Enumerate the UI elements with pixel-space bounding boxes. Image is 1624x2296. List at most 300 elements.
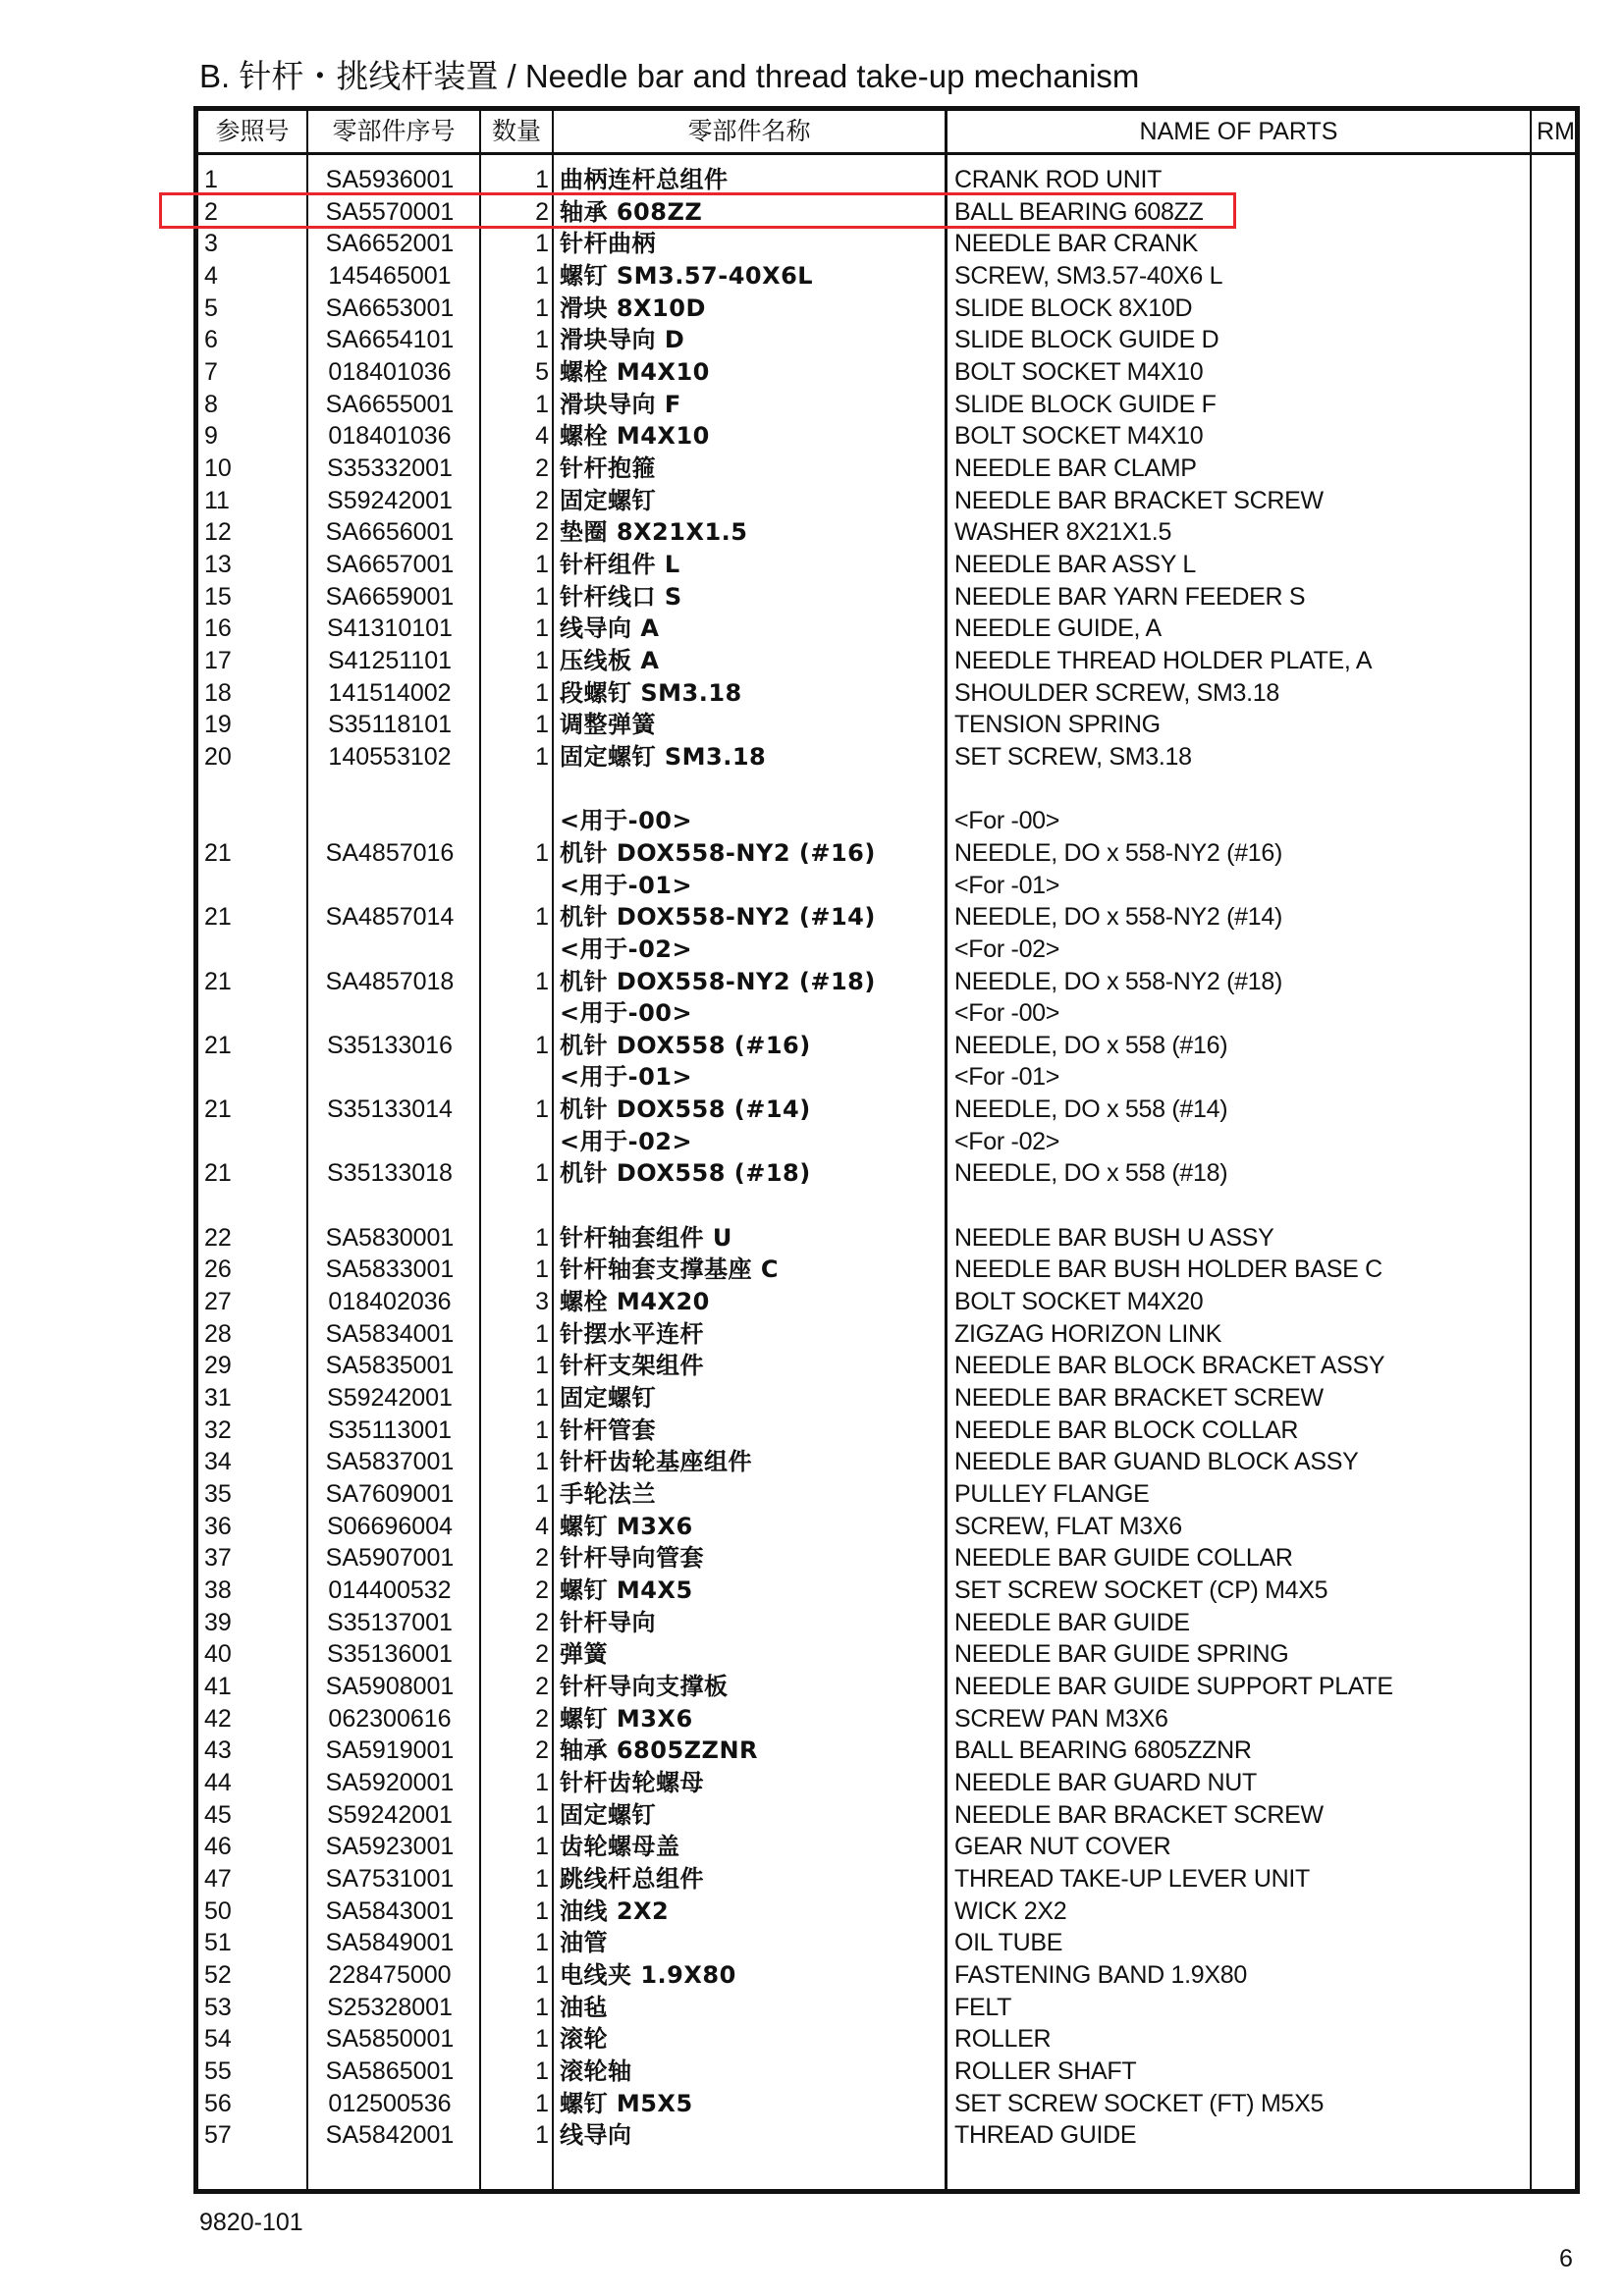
- cell-qty: 5: [535, 357, 549, 386]
- cell-ref: 39: [204, 1608, 232, 1636]
- cell-part: SA6653001: [325, 294, 455, 322]
- table-row: [198, 293, 1575, 324]
- cell-ref: 5: [204, 294, 218, 322]
- cell-cn: 滑块导向 D: [560, 326, 685, 354]
- table-row: [198, 1959, 1575, 1991]
- table-row: [198, 1382, 1575, 1414]
- table-row: [198, 260, 1575, 292]
- cell-en: BOLT SOCKET M4X20: [954, 1288, 1204, 1316]
- cell-en: NEEDLE BAR BUSH HOLDER BASE C: [954, 1255, 1382, 1284]
- cell-en: TENSION SPRING: [954, 711, 1161, 739]
- cell-en: <For -01>: [954, 871, 1060, 899]
- table-row: [198, 741, 1575, 773]
- cell-cn: 螺栓 M4X10: [560, 422, 710, 451]
- table-row: [198, 228, 1575, 259]
- cell-cn: 调整弹簧: [560, 711, 656, 739]
- cell-en: NEEDLE, DO x 558 (#18): [954, 1159, 1228, 1188]
- cell-qty: 1: [535, 1448, 549, 1476]
- cell-ref: 15: [204, 582, 232, 611]
- cell-ref: 7: [204, 357, 218, 386]
- cell-part: 018402036: [328, 1288, 452, 1316]
- table-row: [198, 997, 1575, 1029]
- table-row: [198, 1735, 1575, 1766]
- cell-qty: 1: [535, 1223, 549, 1252]
- cell-en: SET SCREW, SM3.18: [954, 742, 1192, 771]
- cell-part: SA6655001: [325, 390, 455, 418]
- cell-ref: 8: [204, 390, 218, 418]
- doc-number: 9820-101: [199, 2209, 303, 2236]
- cell-part: SA6656001: [325, 518, 455, 547]
- cell-en: NEEDLE BAR GUIDE SUPPORT PLATE: [954, 1673, 1393, 1701]
- cell-ref: 38: [204, 1576, 232, 1605]
- cell-qty: 1: [535, 1993, 549, 2021]
- cell-ref: 29: [204, 1352, 232, 1380]
- cell-en: NEEDLE GUIDE, A: [954, 614, 1162, 643]
- cell-part: S41251101: [327, 646, 453, 674]
- header-name-en: NAME OF PARTS: [1139, 118, 1338, 145]
- cell-en: SET SCREW SOCKET (FT) M5X5: [954, 2089, 1325, 2117]
- cell-cn: 螺栓 M4X10: [560, 357, 710, 386]
- cell-cn: 滚轮轴: [560, 2056, 632, 2085]
- cell-part: S25328001: [327, 1993, 453, 2021]
- cell-cn: 固定螺钉 SM3.18: [560, 742, 767, 771]
- cell-ref: 27: [204, 1288, 232, 1316]
- cell-part: 145465001: [328, 261, 452, 290]
- page-title: B. 针杆・挑线杆装置 / Needle bar and thread take-up mechanism: [199, 58, 1140, 94]
- cell-part: 062300616: [328, 1704, 452, 1733]
- cell-part: SA6654101: [325, 326, 455, 354]
- cell-en: NEEDLE BAR GUIDE COLLAR: [954, 1544, 1293, 1573]
- cell-qty: 1: [535, 1480, 549, 1509]
- cell-ref: 53: [204, 1993, 232, 2021]
- cell-qty: 1: [535, 261, 549, 290]
- cell-ref: 41: [204, 1673, 232, 1701]
- cell-ref: 54: [204, 2025, 232, 2054]
- cell-cn: 压线板 A: [560, 646, 660, 674]
- cell-cn: 滚轮: [560, 2025, 608, 2054]
- table-row: [198, 805, 1575, 836]
- table-row: [198, 1478, 1575, 1510]
- table-row: [198, 774, 1575, 805]
- table-row: [198, 2119, 1575, 2151]
- cell-qty: 2: [535, 486, 549, 514]
- table-row: [198, 1831, 1575, 1862]
- cell-cn: 针杆导向: [560, 1608, 656, 1636]
- cell-qty: 2: [535, 454, 549, 482]
- cell-en: THREAD GUIDE: [954, 2121, 1137, 2150]
- table-row: [198, 870, 1575, 901]
- cell-qty: 1: [535, 294, 549, 322]
- cell-qty: 1: [535, 2121, 549, 2150]
- cell-cn: 螺栓 M4X20: [560, 1288, 710, 1316]
- table-row: [198, 1415, 1575, 1446]
- cell-qty: 1: [535, 1896, 549, 1925]
- cell-qty: 1: [535, 1864, 549, 1893]
- cell-part: SA5923001: [325, 1833, 455, 1861]
- table-row: [198, 1254, 1575, 1285]
- cell-ref: 4: [204, 261, 218, 290]
- cell-qty: 1: [535, 1929, 549, 1957]
- cell-cn: <用于-00>: [560, 999, 693, 1028]
- table-row: [198, 2023, 1575, 2055]
- table-row: [198, 1286, 1575, 1317]
- table-row: [198, 1767, 1575, 1798]
- cell-ref: 10: [204, 454, 232, 482]
- cell-en: ZIGZAG HORIZON LINK: [954, 1319, 1222, 1348]
- table-row: [198, 1992, 1575, 2023]
- cell-cn: 固定螺钉: [560, 486, 656, 514]
- cell-en: NEEDLE BAR GUIDE: [954, 1608, 1190, 1636]
- cell-en: CRANK ROD UNIT: [954, 166, 1163, 193]
- cell-qty: 1: [535, 390, 549, 418]
- cell-cn: 段螺钉 SM3.18: [560, 678, 742, 707]
- cell-qty: 2: [535, 1576, 549, 1605]
- cell-qty: 1: [535, 1159, 549, 1188]
- cell-qty: 1: [535, 711, 549, 739]
- cell-cn: 针杆线口 S: [560, 582, 682, 611]
- table-row: [198, 324, 1575, 355]
- cell-ref: 50: [204, 1896, 232, 1925]
- cell-part: 141514002: [328, 678, 452, 707]
- cell-part: S35133016: [327, 1031, 453, 1059]
- cell-en: NEEDLE BAR CLAMP: [954, 454, 1197, 482]
- cell-qty: 1: [535, 2025, 549, 2054]
- table-row: [198, 2088, 1575, 2119]
- cell-en: NEEDLE BAR ASSY L: [954, 550, 1196, 578]
- cell-ref: 32: [204, 1415, 232, 1444]
- cell-en: <For -02>: [954, 1127, 1060, 1155]
- cell-en: NEEDLE BAR BRACKET SCREW: [954, 486, 1324, 514]
- cell-en: FELT: [954, 1993, 1012, 2021]
- cell-ref: 21: [204, 1159, 232, 1188]
- table-row: [198, 389, 1575, 420]
- cell-cn: 油管: [560, 1929, 608, 1957]
- header-ref: 参照号: [215, 118, 290, 145]
- table-row: [198, 1061, 1575, 1093]
- cell-part: S59242001: [327, 1384, 453, 1413]
- cell-ref: 28: [204, 1319, 232, 1348]
- table-row: [198, 613, 1575, 644]
- cell-cn: 针杆组件 L: [560, 550, 680, 578]
- cell-cn: 机针 DOX558-NY2 (#18): [560, 967, 876, 995]
- cell-part: SA5920001: [325, 1769, 455, 1796]
- cell-en: SLIDE BLOCK GUIDE D: [954, 326, 1219, 354]
- cell-ref: 42: [204, 1704, 232, 1733]
- cell-part: S35136001: [327, 1640, 453, 1669]
- cell-qty: 1: [535, 1319, 549, 1348]
- cell-en: GEAR NUT COVER: [954, 1833, 1171, 1861]
- cell-part: SA5830001: [325, 1223, 455, 1252]
- header-qty: 数量: [491, 118, 541, 145]
- cell-part: SA4857014: [325, 903, 455, 932]
- cell-en: NEEDLE, DO x 558 (#16): [954, 1031, 1228, 1059]
- cell-qty: 2: [535, 1704, 549, 1733]
- cell-ref: 2: [204, 197, 218, 226]
- cell-en: BALL BEARING 608ZZ: [954, 197, 1204, 226]
- cell-en: PULLEY FLANGE: [954, 1480, 1150, 1509]
- cell-ref: 26: [204, 1255, 232, 1284]
- cell-cn: 固定螺钉: [560, 1384, 656, 1413]
- cell-part: SA5834001: [325, 1319, 455, 1348]
- table-row: [198, 1157, 1575, 1189]
- table-row: [198, 1318, 1575, 1350]
- cell-part: SA7531001: [325, 1864, 455, 1893]
- cell-cn: 针摆水平连杆: [560, 1319, 704, 1348]
- cell-cn: 针杆齿轮基座组件: [560, 1448, 752, 1476]
- cell-ref: 56: [204, 2089, 232, 2117]
- parts-table: [193, 106, 1580, 2194]
- cell-en: NEEDLE, DO x 558 (#14): [954, 1095, 1228, 1124]
- table-row: [198, 901, 1575, 933]
- cell-cn: 油线 2X2: [560, 1896, 670, 1925]
- cell-ref: 19: [204, 711, 232, 739]
- table-row: [198, 420, 1575, 452]
- cell-qty: 1: [535, 1352, 549, 1380]
- cell-en: BALL BEARING 6805ZZNR: [954, 1736, 1252, 1765]
- cell-part: 018401036: [328, 357, 452, 386]
- cell-en: NEEDLE BAR CRANK: [954, 230, 1199, 258]
- page-number: 6: [1559, 2245, 1573, 2272]
- cell-ref: 35: [204, 1480, 232, 1509]
- cell-part: SA5843001: [325, 1896, 455, 1925]
- cell-part: 228475000: [328, 1960, 452, 1989]
- cell-en: <For -00>: [954, 999, 1060, 1028]
- table-row: [198, 1575, 1575, 1606]
- cell-cn: 针杆曲柄: [560, 230, 656, 258]
- cell-cn: 针杆导向支撑板: [560, 1673, 729, 1701]
- cell-cn: 轴承 608ZZ: [560, 197, 703, 226]
- cell-en: NEEDLE BAR BLOCK BRACKET ASSY: [954, 1352, 1385, 1380]
- table-row: [198, 1094, 1575, 1125]
- cell-en: SET SCREW SOCKET (CP) M4X5: [954, 1576, 1328, 1605]
- cell-en: NEEDLE, DO x 558-NY2 (#14): [954, 903, 1282, 932]
- highlight-box: [159, 192, 1236, 229]
- cell-cn: <用于-01>: [560, 1063, 693, 1092]
- table-row: [198, 1607, 1575, 1638]
- cell-en: <For -02>: [954, 934, 1060, 963]
- cell-part: 012500536: [328, 2089, 452, 2117]
- cell-qty: 3: [535, 1288, 549, 1316]
- table-row: [198, 485, 1575, 516]
- cell-qty: 1: [535, 742, 549, 771]
- cell-ref: 6: [204, 326, 218, 354]
- cell-ref: 20: [204, 742, 232, 771]
- cell-ref: 3: [204, 230, 218, 258]
- table-row: [198, 2056, 1575, 2087]
- cell-ref: 52: [204, 1960, 232, 1989]
- cell-cn: 跳线杆总组件: [560, 1864, 704, 1893]
- cell-ref: 34: [204, 1448, 232, 1476]
- cell-en: NEEDLE, DO x 558-NY2 (#18): [954, 967, 1282, 995]
- cell-part: SA5936001: [325, 166, 455, 193]
- cell-cn: 针杆导向管套: [560, 1544, 704, 1573]
- header-name-cn: 零部件名称: [687, 118, 811, 145]
- cell-en: BOLT SOCKET M4X10: [954, 422, 1204, 451]
- cell-cn: 针杆轴套支撑基座 C: [560, 1255, 779, 1284]
- table-row: [198, 1703, 1575, 1735]
- table-row: [198, 1190, 1575, 1221]
- cell-part: SA4857018: [325, 967, 455, 995]
- cell-cn: 固定螺钉: [560, 1800, 656, 1829]
- cell-qty: 1: [535, 1031, 549, 1059]
- cell-part: SA5837001: [325, 1448, 455, 1476]
- cell-qty: 2: [535, 1640, 549, 1669]
- cell-qty: 1: [535, 1415, 549, 1444]
- cell-en: THREAD TAKE-UP LEVER UNIT: [954, 1864, 1311, 1893]
- cell-part: S41310101: [327, 614, 453, 643]
- cell-ref: 9: [204, 422, 218, 451]
- cell-ref: 45: [204, 1800, 232, 1829]
- cell-part: SA5907001: [325, 1544, 455, 1573]
- cell-ref: 21: [204, 967, 232, 995]
- table-row: [198, 1446, 1575, 1477]
- table-row: [198, 709, 1575, 740]
- cell-en: NEEDLE, DO x 558-NY2 (#16): [954, 838, 1282, 867]
- cell-cn: <用于-01>: [560, 871, 693, 899]
- cell-qty: 2: [535, 1608, 549, 1636]
- cell-qty: 1: [535, 1384, 549, 1413]
- cell-qty: 1: [535, 1833, 549, 1861]
- table-row: [198, 356, 1575, 388]
- cell-qty: 1: [535, 326, 549, 354]
- cell-part: S35133018: [327, 1159, 453, 1188]
- table-row: [198, 1638, 1575, 1670]
- cell-part: SA5833001: [325, 1255, 455, 1284]
- cell-part: S59242001: [327, 1800, 453, 1829]
- cell-en: WICK 2X2: [954, 1896, 1067, 1925]
- table-row: [198, 1799, 1575, 1831]
- cell-en: SHOULDER SCREW, SM3.18: [954, 678, 1279, 707]
- cell-part: SA5850001: [325, 2025, 455, 2054]
- cell-cn: 针杆支架组件: [560, 1352, 704, 1380]
- cell-qty: 1: [535, 550, 549, 578]
- cell-ref: 16: [204, 614, 232, 643]
- cell-cn: 针杆轴套组件 U: [560, 1223, 732, 1252]
- cell-cn: 螺钉 M5X5: [560, 2089, 693, 2117]
- cell-qty: 4: [535, 422, 549, 451]
- cell-part: SA6659001: [325, 582, 455, 611]
- cell-ref: 1: [204, 166, 218, 193]
- cell-part: SA5865001: [325, 2056, 455, 2085]
- cell-cn: 机针 DOX558-NY2 (#14): [560, 903, 876, 932]
- cell-ref: 21: [204, 838, 232, 867]
- cell-ref: 11: [204, 486, 230, 514]
- table-row: [198, 1863, 1575, 1895]
- table-row: [198, 1350, 1575, 1381]
- cell-en: SCREW, FLAT M3X6: [954, 1512, 1182, 1540]
- cell-part: 018401036: [328, 422, 452, 451]
- table-row: [198, 1896, 1575, 1927]
- cell-cn: 螺钉 M4X5: [560, 1576, 693, 1605]
- cell-cn: 机针 DOX558 (#16): [560, 1031, 811, 1059]
- cell-part: SA5919001: [325, 1736, 455, 1765]
- table-row: [198, 677, 1575, 709]
- cell-part: S06696004: [327, 1512, 453, 1540]
- cell-en: NEEDLE BAR GUAND BLOCK ASSY: [954, 1448, 1359, 1476]
- cell-ref: 57: [204, 2121, 232, 2150]
- cell-en: FASTENING BAND 1.9X80: [954, 1960, 1247, 1989]
- cell-en: NEEDLE BAR BRACKET SCREW: [954, 1384, 1324, 1413]
- cell-part: 014400532: [328, 1576, 452, 1605]
- cell-ref: 47: [204, 1864, 232, 1893]
- cell-ref: 43: [204, 1736, 232, 1765]
- cell-qty: 1: [535, 2056, 549, 2085]
- cell-part: SA7609001: [325, 1480, 455, 1509]
- cell-qty: 1: [535, 166, 549, 193]
- cell-part: 140553102: [328, 742, 452, 771]
- table-row: [198, 164, 1575, 195]
- cell-cn: 机针 DOX558 (#18): [560, 1159, 811, 1188]
- cell-en: BOLT SOCKET M4X10: [954, 357, 1204, 386]
- cell-qty: 1: [535, 1095, 549, 1124]
- cell-cn: 线导向: [560, 2121, 632, 2150]
- table-row: [198, 1126, 1575, 1157]
- cell-part: SA5570001: [325, 197, 455, 226]
- cell-cn: 电线夹 1.9X80: [560, 1960, 736, 1989]
- cell-en: SCREW PAN M3X6: [954, 1704, 1168, 1733]
- cell-cn: 垫圈 8X21X1.5: [560, 518, 748, 547]
- cell-part: S35332001: [327, 454, 453, 482]
- cell-qty: 2: [535, 518, 549, 547]
- cell-ref: 13: [204, 550, 232, 578]
- cell-en: NEEDLE BAR GUIDE SPRING: [954, 1640, 1289, 1669]
- cell-part: S35118101: [327, 711, 453, 739]
- cell-ref: 40: [204, 1640, 232, 1669]
- cell-en: NEEDLE BAR BRACKET SCREW: [954, 1800, 1324, 1829]
- cell-qty: 1: [535, 1769, 549, 1796]
- cell-qty: 2: [535, 1736, 549, 1765]
- cell-qty: 1: [535, 582, 549, 611]
- cell-cn: 弹簧: [560, 1640, 608, 1669]
- cell-cn: 针杆管套: [560, 1415, 656, 1444]
- cell-cn: 线导向 A: [560, 614, 660, 643]
- cell-cn: 滑块 8X10D: [560, 294, 706, 322]
- cell-en: NEEDLE THREAD HOLDER PLATE, A: [954, 646, 1373, 674]
- cell-cn: <用于-02>: [560, 934, 693, 963]
- cell-part: SA5908001: [325, 1673, 455, 1701]
- cell-qty: 1: [535, 646, 549, 674]
- table-row: [198, 1927, 1575, 1958]
- cell-part: SA5835001: [325, 1352, 455, 1380]
- cell-en: NEEDLE BAR BUSH U ASSY: [954, 1223, 1274, 1252]
- cell-ref: 21: [204, 1031, 232, 1059]
- cell-en: NEEDLE BAR YARN FEEDER S: [954, 582, 1306, 611]
- cell-en: ROLLER SHAFT: [954, 2056, 1137, 2085]
- cell-en: WASHER 8X21X1.5: [954, 518, 1172, 547]
- cell-part: S35113001: [327, 1415, 453, 1444]
- cell-ref: 18: [204, 678, 232, 707]
- cell-qty: 1: [535, 230, 549, 258]
- cell-en: OIL TUBE: [954, 1929, 1063, 1957]
- cell-qty: 2: [535, 1673, 549, 1701]
- cell-part: S35133014: [327, 1095, 453, 1124]
- cell-cn: 手轮法兰: [560, 1480, 656, 1509]
- cell-ref: 31: [204, 1384, 232, 1413]
- cell-en: NEEDLE BAR BLOCK COLLAR: [954, 1415, 1299, 1444]
- cell-part: SA6657001: [325, 550, 455, 578]
- table-row: [198, 837, 1575, 869]
- cell-ref: 21: [204, 903, 232, 932]
- cell-ref: 55: [204, 2056, 232, 2085]
- cell-qty: 2: [535, 197, 549, 226]
- table-row: [198, 966, 1575, 997]
- table-row: [198, 453, 1575, 484]
- cell-part: S59242001: [327, 486, 453, 514]
- cell-en: <For -00>: [954, 807, 1060, 835]
- cell-cn: 针杆抱箍: [560, 454, 656, 482]
- cell-ref: 37: [204, 1544, 232, 1573]
- table-row: [198, 581, 1575, 613]
